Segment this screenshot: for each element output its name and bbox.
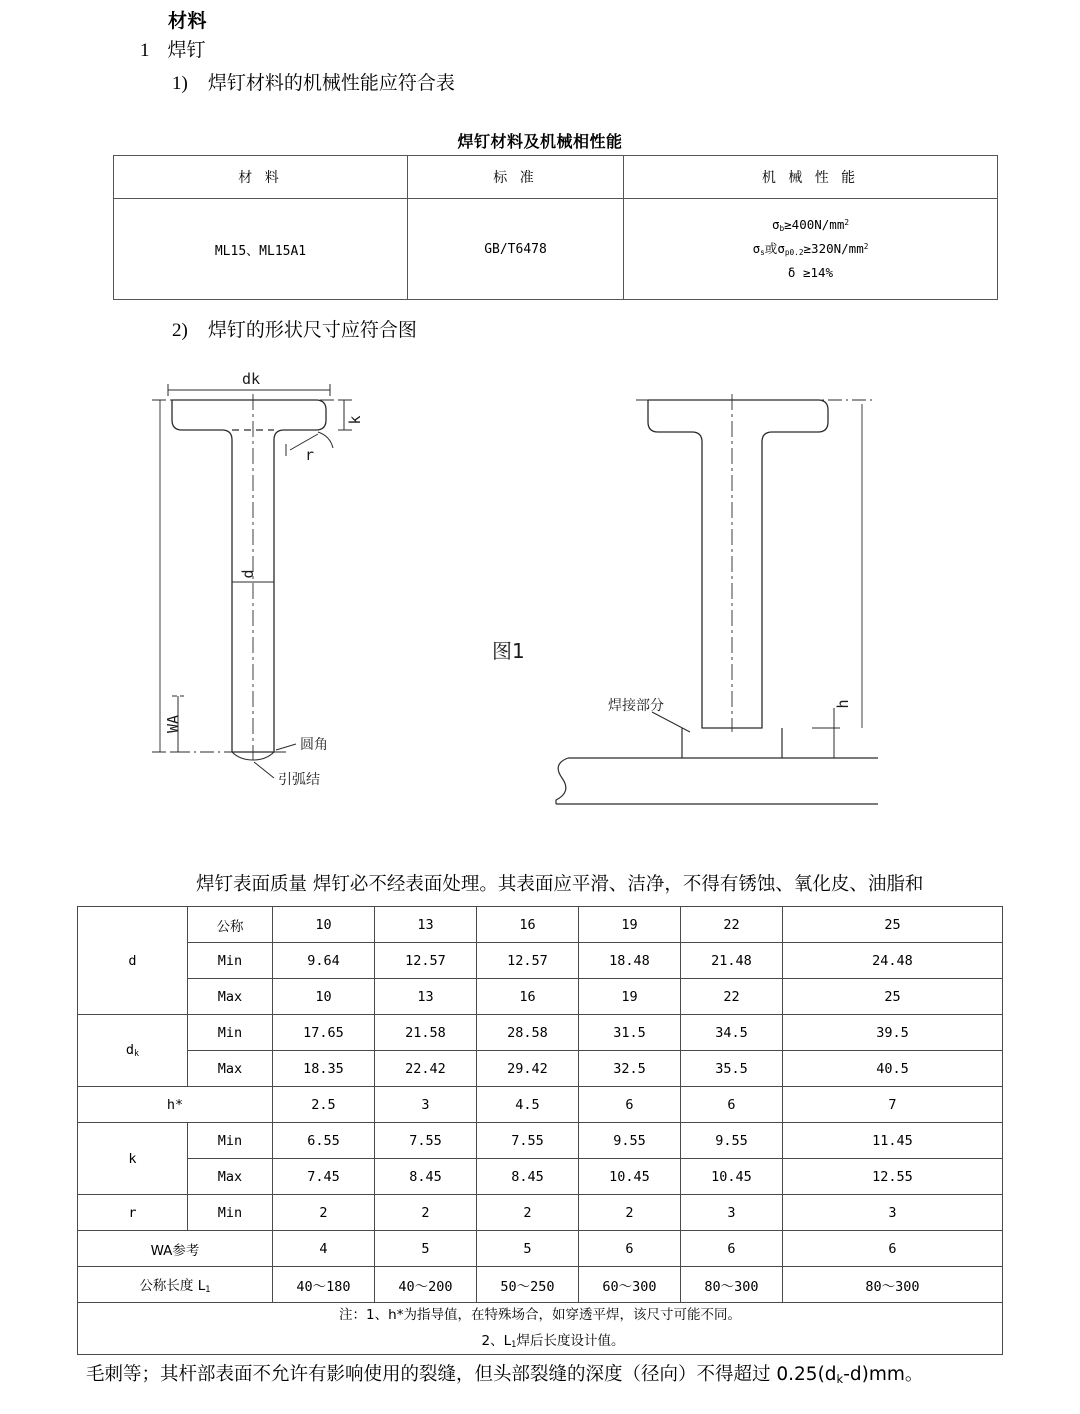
cell: 2.5 bbox=[273, 1087, 375, 1123]
outline-item-1-label: 焊钉 bbox=[167, 39, 206, 61]
table-row bbox=[78, 979, 1003, 1015]
cell: 4.5 bbox=[477, 1087, 579, 1123]
cell: 22 bbox=[681, 907, 783, 943]
cell: 40.5 bbox=[783, 1051, 1003, 1087]
label-dk: dk bbox=[241, 370, 261, 388]
cell: 3 bbox=[375, 1087, 477, 1123]
cell: 28.58 bbox=[477, 1015, 579, 1051]
figure-number: 图1 bbox=[492, 639, 525, 663]
table-row bbox=[78, 1051, 1003, 1087]
cell: 34.5 bbox=[681, 1015, 783, 1051]
table-row bbox=[78, 1195, 1003, 1231]
cell: 7.55 bbox=[477, 1123, 579, 1159]
cell: 2 bbox=[477, 1195, 579, 1231]
cell: 7.45 bbox=[273, 1159, 375, 1195]
outline-item-1-number: 1 bbox=[140, 40, 150, 61]
label-arc-ignition: 引弧结 bbox=[278, 772, 320, 788]
cell: 50～250 bbox=[477, 1267, 579, 1303]
cell: 35.5 bbox=[681, 1051, 783, 1087]
cell: 29.42 bbox=[477, 1051, 579, 1087]
cell: 5 bbox=[375, 1231, 477, 1267]
material-col-header: 材 料 bbox=[114, 156, 408, 199]
label-h: h bbox=[834, 699, 852, 709]
cell: 10 bbox=[273, 979, 375, 1015]
cell: 80～300 bbox=[681, 1267, 783, 1303]
sublabel-nominal: 公称 bbox=[188, 907, 273, 943]
sublabel-min: Min bbox=[188, 1123, 273, 1159]
material-table-row bbox=[114, 199, 998, 300]
cell: 6 bbox=[681, 1231, 783, 1267]
table-notes bbox=[78, 1303, 1003, 1355]
cell: 10.45 bbox=[579, 1159, 681, 1195]
outline-subitem-2-label: 焊钉的形状尺寸应符合图 bbox=[207, 319, 417, 341]
table-row bbox=[78, 1231, 1003, 1267]
cell: 6 bbox=[579, 1231, 681, 1267]
cell: 40～200 bbox=[375, 1267, 477, 1303]
label-weld-zone: 焊接部分 bbox=[608, 698, 664, 714]
cell: 19 bbox=[579, 907, 681, 943]
cell: 25 bbox=[783, 907, 1003, 943]
row-label-wa: WA参考 bbox=[78, 1231, 273, 1267]
table-row bbox=[78, 1087, 1003, 1123]
cell: 19 bbox=[579, 979, 681, 1015]
label-wa: WA bbox=[164, 714, 182, 734]
cell: 7.55 bbox=[375, 1123, 477, 1159]
cell: 18.48 bbox=[579, 943, 681, 979]
outline-subitem-1-number: 1) bbox=[172, 73, 188, 94]
material-table-caption: 焊钉材料及机械相性能 bbox=[457, 132, 623, 151]
label-fillet: 圆角 bbox=[300, 737, 328, 753]
cell: 6 bbox=[681, 1087, 783, 1123]
table-row bbox=[78, 943, 1003, 979]
cell: 21.48 bbox=[681, 943, 783, 979]
row-label-d: d bbox=[78, 907, 188, 1015]
table-notes-row bbox=[78, 1303, 1003, 1355]
row-label-length: 公称长度 $L_1$ bbox=[78, 1267, 273, 1303]
label-r: r bbox=[305, 446, 315, 464]
sublabel-min: Min bbox=[188, 1195, 273, 1231]
cell: 22 bbox=[681, 979, 783, 1015]
cell: 11.45 bbox=[783, 1123, 1003, 1159]
cell: 3 bbox=[681, 1195, 783, 1231]
standard-col-header: 标 准 bbox=[408, 156, 624, 199]
label-d: d bbox=[239, 569, 257, 579]
cell: 13 bbox=[375, 907, 477, 943]
sublabel-max: Max bbox=[188, 979, 273, 1015]
table-row bbox=[78, 1267, 1003, 1303]
surface-quality-paragraph: 焊钉表面质量 焊钉必不经表面处理。其表面应平滑、洁净，不得有锈蚀、氧化皮、油脂和 bbox=[196, 874, 924, 895]
cell: 18.35 bbox=[273, 1051, 375, 1087]
material-value: ML15、ML15A1 bbox=[114, 199, 408, 300]
outline-subitem-1-label: 焊钉材料的机械性能应符合表 bbox=[207, 72, 455, 94]
table-row bbox=[78, 1123, 1003, 1159]
row-label-dk: $d_k$ bbox=[78, 1015, 188, 1087]
cell: 6 bbox=[579, 1087, 681, 1123]
cell: 17.65 bbox=[273, 1015, 375, 1051]
mech-line-2: $\sigma_s$或$\sigma_{p0.2}\ge 320N/mm^2$ bbox=[752, 241, 869, 258]
sublabel-max: Max bbox=[188, 1159, 273, 1195]
dimension-table bbox=[77, 906, 1003, 1355]
outline-subitem-1 bbox=[172, 68, 455, 95]
cell: 31.5 bbox=[579, 1015, 681, 1051]
cell: 12.55 bbox=[783, 1159, 1003, 1195]
figure-svg bbox=[0, 360, 1080, 840]
cell: 8.45 bbox=[375, 1159, 477, 1195]
cell: 4 bbox=[273, 1231, 375, 1267]
cell: 10 bbox=[273, 907, 375, 943]
label-k: k bbox=[346, 415, 364, 425]
sublabel-min: Min bbox=[188, 943, 273, 979]
page-title: 材料 bbox=[168, 10, 208, 32]
cell: 6.55 bbox=[273, 1123, 375, 1159]
cell: 40～180 bbox=[273, 1267, 375, 1303]
crack-depth-paragraph: 毛刺等；其杆部表面不允许有影响使用的裂缝，但头部裂缝的深度（径向）不得超过 $0.25(d_k-d)mm$。 bbox=[86, 1364, 924, 1386]
cell: 39.5 bbox=[783, 1015, 1003, 1051]
cell: 32.5 bbox=[579, 1051, 681, 1087]
material-table-header-row bbox=[114, 156, 998, 199]
table-note-2: 2、$L_1$焊后长度设计值。 bbox=[481, 1332, 625, 1349]
cell: 6 bbox=[783, 1231, 1003, 1267]
cell: 2 bbox=[273, 1195, 375, 1231]
cell: 7 bbox=[783, 1087, 1003, 1123]
sublabel-min: Min bbox=[188, 1015, 273, 1051]
cell: 25 bbox=[783, 979, 1003, 1015]
table-row bbox=[78, 1015, 1003, 1051]
sublabel-max: Max bbox=[188, 1051, 273, 1087]
cell: 16 bbox=[477, 907, 579, 943]
cell: 9.55 bbox=[579, 1123, 681, 1159]
table-row bbox=[78, 907, 1003, 943]
row-label-h: h* bbox=[78, 1087, 273, 1123]
table-row bbox=[78, 1159, 1003, 1195]
outline-item-1 bbox=[140, 35, 206, 62]
cell: 10.45 bbox=[681, 1159, 783, 1195]
cell: 3 bbox=[783, 1195, 1003, 1231]
mechanical-col-header: 机 械 性 能 bbox=[624, 156, 998, 199]
row-label-k: k bbox=[78, 1123, 188, 1195]
cell: 21.58 bbox=[375, 1015, 477, 1051]
cell: 5 bbox=[477, 1231, 579, 1267]
cell: 60～300 bbox=[579, 1267, 681, 1303]
cell: 13 bbox=[375, 979, 477, 1015]
table-note-1: 注：1、h*为指导值，在特殊场合，如穿透平焊，该尺寸可能不同。 bbox=[339, 1307, 741, 1323]
cell: 2 bbox=[375, 1195, 477, 1231]
cell: 9.55 bbox=[681, 1123, 783, 1159]
cell: 8.45 bbox=[477, 1159, 579, 1195]
outline-subitem-2-number: 2) bbox=[172, 320, 188, 341]
cell: 80～300 bbox=[783, 1267, 1003, 1303]
mech-line-1: $\sigma_b\ge 400N/mm^2$ bbox=[771, 217, 850, 234]
cell: 24.48 bbox=[783, 943, 1003, 979]
cell: 16 bbox=[477, 979, 579, 1015]
outline-subitem-2 bbox=[172, 315, 417, 342]
cell: 12.57 bbox=[375, 943, 477, 979]
mechanical-value bbox=[624, 199, 998, 300]
cell: 12.57 bbox=[477, 943, 579, 979]
standard-value: GB/T6478 bbox=[408, 199, 624, 300]
cell: 9.64 bbox=[273, 943, 375, 979]
figure-drawings bbox=[0, 360, 1080, 840]
material-table bbox=[113, 155, 998, 300]
mech-line-3: δ ≥14% bbox=[787, 264, 834, 280]
row-label-r: r bbox=[78, 1195, 188, 1231]
cell: 2 bbox=[579, 1195, 681, 1231]
cell: 22.42 bbox=[375, 1051, 477, 1087]
